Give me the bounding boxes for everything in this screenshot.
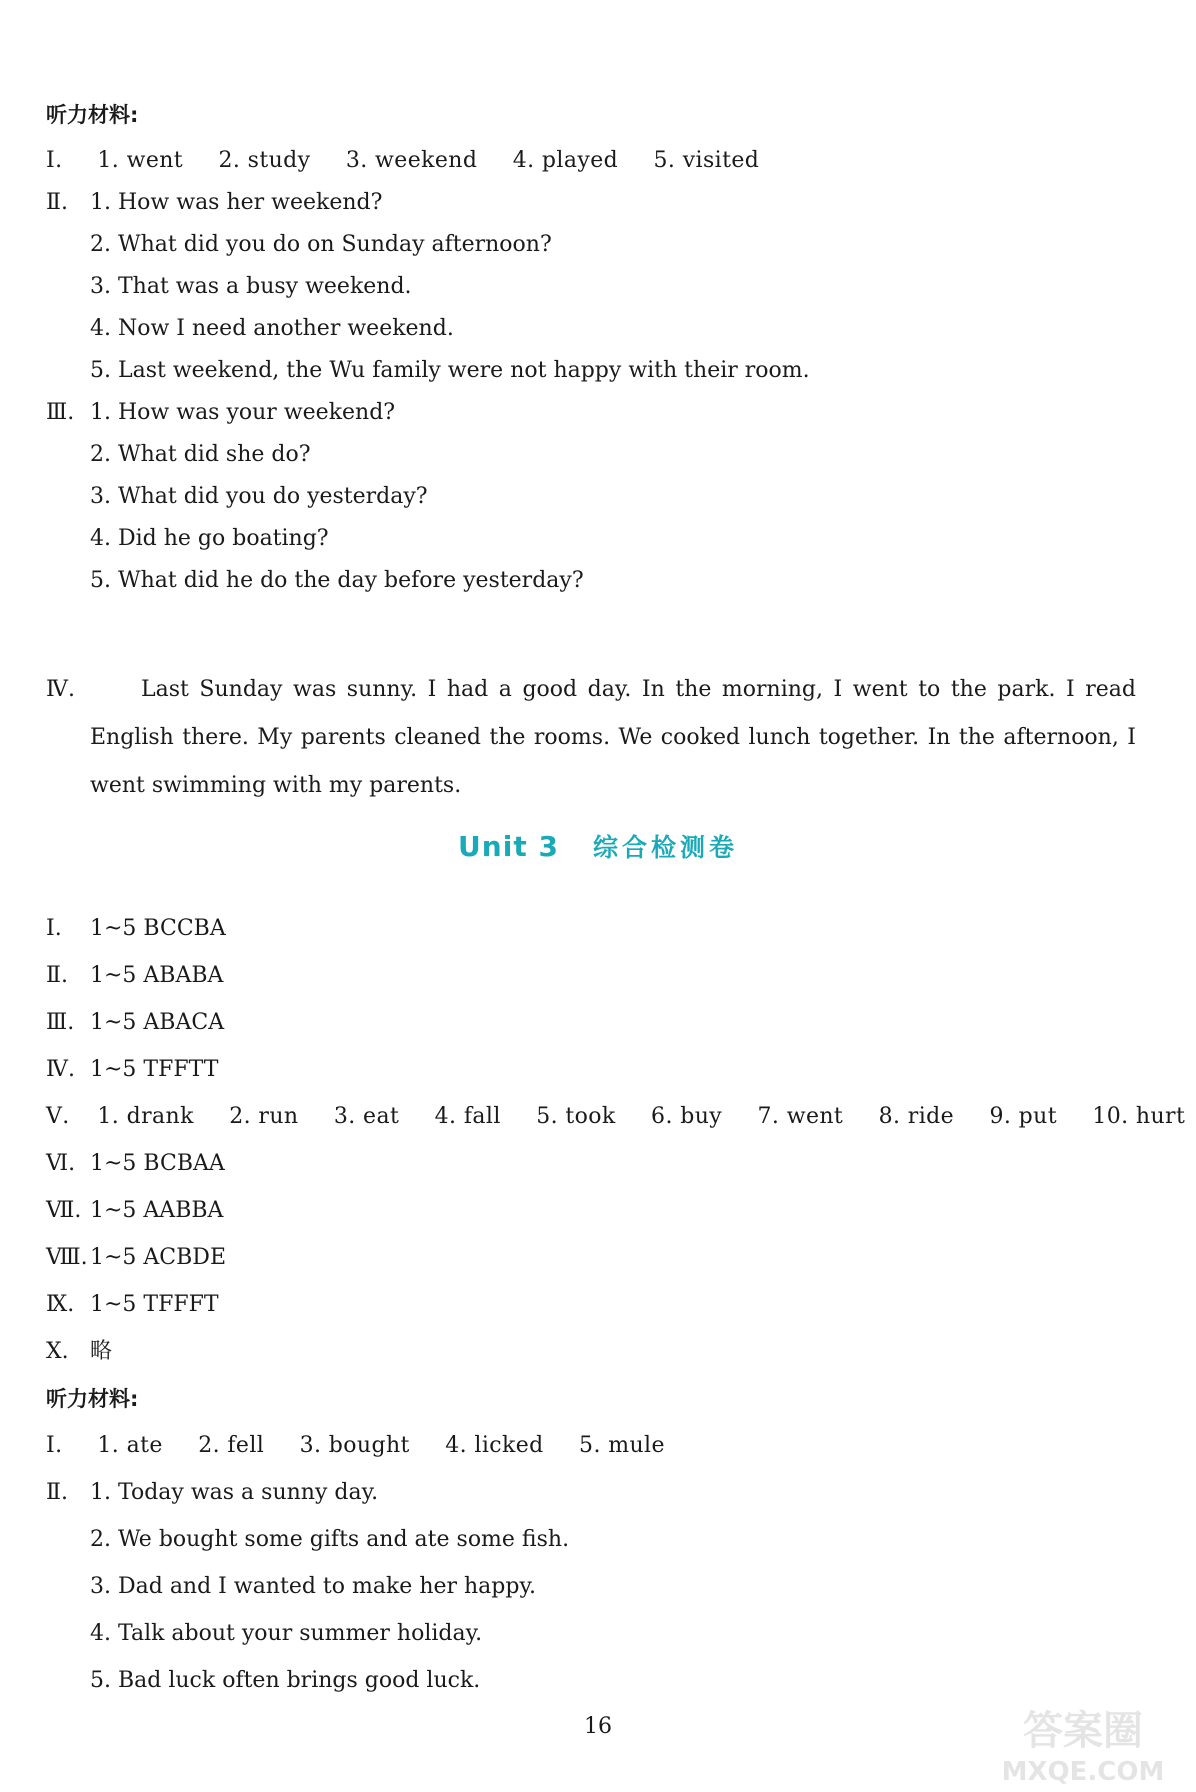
s2-q1-item-2: 2. fell (198, 1433, 265, 1458)
page-number: 16 (584, 1714, 612, 1739)
s1-q1-item-4: 4. played (512, 148, 619, 173)
answer-number-5: Ⅴ. (46, 1104, 70, 1129)
s1-q2-text-5: 5. Last weekend, the Wu family were not happy with their room. (90, 358, 810, 383)
s2-q2-line-3 (46, 1572, 1136, 1602)
answer-number-7: Ⅶ. (46, 1198, 82, 1223)
s2-q1-number: Ⅰ. (46, 1433, 63, 1458)
answer-number-9: Ⅸ. (46, 1292, 75, 1317)
s2-q2-text-2: 2. We bought some gifts and ate some fish. (90, 1527, 570, 1552)
s1-q2-number: Ⅱ. (46, 190, 68, 215)
s2-q2-line-1 (46, 1478, 1136, 1508)
s1-q1-number: Ⅰ. (46, 148, 63, 173)
s2-q2-text-3: 3. Dad and I wanted to make her happy. (90, 1574, 536, 1599)
s2-q1-item-3: 3. bought (299, 1433, 410, 1458)
unit-subtitle: 综合检测卷 (592, 833, 738, 862)
answer-row-6 (46, 1149, 1136, 1179)
s1-q2-text-3: 3. That was a busy weekend. (90, 274, 412, 299)
unit-title (0, 828, 1196, 864)
answer-number-2: Ⅱ. (46, 963, 68, 988)
answer-text-6: 1~5 BCBAA (90, 1151, 225, 1176)
s1-q3-text-4: 4. Did he go boating? (90, 526, 329, 551)
answer-5-item-2: 2. run (229, 1104, 299, 1129)
s1-q1-item-1: 1. went (97, 148, 184, 173)
s1-q4-number: Ⅳ. (46, 677, 75, 702)
answer-number-10: Ⅹ. (46, 1339, 69, 1364)
s1-q3-text-5: 5. What did he do the day before yesterday? (90, 568, 584, 593)
listening-material-heading-1: 听力材料: (46, 103, 139, 127)
answer-text-3: 1~5 ABACA (90, 1010, 225, 1035)
s1-q3-text-2: 2. What did she do? (90, 442, 311, 467)
answer-row-7 (46, 1196, 1136, 1226)
s1-q4-text: Last Sunday was sunny. I had a good day. In the morning, I went to the park. I read English there. My parents cleaned the rooms. We cooked lunch together. In the afternoon, I went swimming with my parents. (90, 677, 1136, 798)
answer-text-7: 1~5 AABBA (90, 1198, 224, 1223)
listening-material-heading-2: 听力材料: (46, 1387, 139, 1411)
answer-row-8 (46, 1243, 1136, 1273)
s1-q2-line-4 (46, 314, 1136, 344)
answer-5-item-7: 7. went (757, 1104, 844, 1129)
answer-row-4 (46, 1055, 1136, 1085)
s1-q2-text-1: 1. How was her weekend? (90, 190, 383, 215)
answer-text-1: 1~5 BCCBA (90, 916, 226, 941)
unit-title-text: Unit 3 (458, 830, 559, 863)
answer-5-item-4: 4. fall (434, 1104, 501, 1129)
answer-row-2 (46, 961, 1136, 991)
answer-5-item-9: 9. put (989, 1104, 1057, 1129)
s1-q3-text-1: 1. How was your weekend? (90, 400, 396, 425)
answer-number-6: Ⅵ. (46, 1151, 76, 1176)
watermark-logo (978, 1700, 1188, 1788)
answer-number-8: Ⅷ. (46, 1245, 88, 1270)
answer-row-5 (46, 1102, 1186, 1132)
s1-q2-line-2 (46, 230, 1136, 260)
watermark-top-text: 答案圈 (1023, 1708, 1143, 1754)
s1-q3-text-3: 3. What did you do yesterday? (90, 484, 428, 509)
s1-q2-line-3 (46, 272, 1136, 302)
answer-row-9 (46, 1290, 1136, 1320)
s1-q1-item-2: 2. study (218, 148, 311, 173)
watermark-bottom-text: MXQE.COM (1001, 1757, 1165, 1787)
s1-q2-line-5 (46, 356, 1136, 386)
s2-q2-number: Ⅱ. (46, 1480, 68, 1505)
answer-5-item-10: 10. hurt (1092, 1104, 1186, 1129)
answer-row-1 (46, 914, 1136, 944)
answer-row-10 (46, 1337, 1136, 1367)
answer-text-8: 1~5 ACBDE (90, 1245, 227, 1270)
s2-q1-item-4: 4. licked (445, 1433, 544, 1458)
answer-text-10: 略 (90, 1339, 113, 1364)
s2-q2-line-2 (46, 1525, 1136, 1555)
s1-q1-item-3: 3. weekend (345, 148, 478, 173)
answer-number-3: Ⅲ. (46, 1010, 75, 1035)
s2-q1-row (46, 1431, 1136, 1461)
answer-number-4: Ⅳ. (46, 1057, 75, 1082)
answer-5-item-6: 6. buy (651, 1104, 723, 1129)
s1-q1-item-5: 5. visited (653, 148, 760, 173)
answer-text-9: 1~5 TFFFT (90, 1292, 219, 1317)
s2-q2-text-5: 5. Bad luck often brings good luck. (90, 1668, 481, 1693)
s1-q2-text-2: 2. What did you do on Sunday afternoon? (90, 232, 552, 257)
answer-5-item-5: 5. took (536, 1104, 616, 1129)
s1-q3-line-5 (46, 566, 1136, 596)
answer-text-4: 1~5 TFFTT (90, 1057, 219, 1082)
s2-q1-item-1: 1. ate (97, 1433, 163, 1458)
answer-text-2: 1~5 ABABA (90, 963, 224, 988)
s2-q2-line-5 (46, 1666, 1136, 1696)
s1-q2-text-4: 4. Now I need another weekend. (90, 316, 454, 341)
s2-q1-item-5: 5. mule (579, 1433, 665, 1458)
s1-q1-row (46, 146, 1136, 176)
s1-q2-line-1 (46, 188, 1136, 218)
s1-q4-paragraph (46, 666, 1136, 810)
s1-q3-number: Ⅲ. (46, 400, 75, 425)
s1-q3-line-3 (46, 482, 1136, 512)
answer-5-item-8: 8. ride (878, 1104, 955, 1129)
s1-q3-line-1 (46, 398, 1136, 428)
s2-q2-text-1: 1. Today was a sunny day. (90, 1480, 379, 1505)
answer-number-1: Ⅰ. (46, 916, 62, 941)
answer-5-item-1: 1. drank (97, 1104, 194, 1129)
s2-q2-text-4: 4. Talk about your summer holiday. (90, 1621, 483, 1646)
answer-5-item-3: 3. eat (333, 1104, 400, 1129)
s1-q3-line-4 (46, 524, 1136, 554)
answer-row-3 (46, 1008, 1136, 1038)
s2-q2-line-4 (46, 1619, 1136, 1649)
s1-q3-line-2 (46, 440, 1136, 470)
